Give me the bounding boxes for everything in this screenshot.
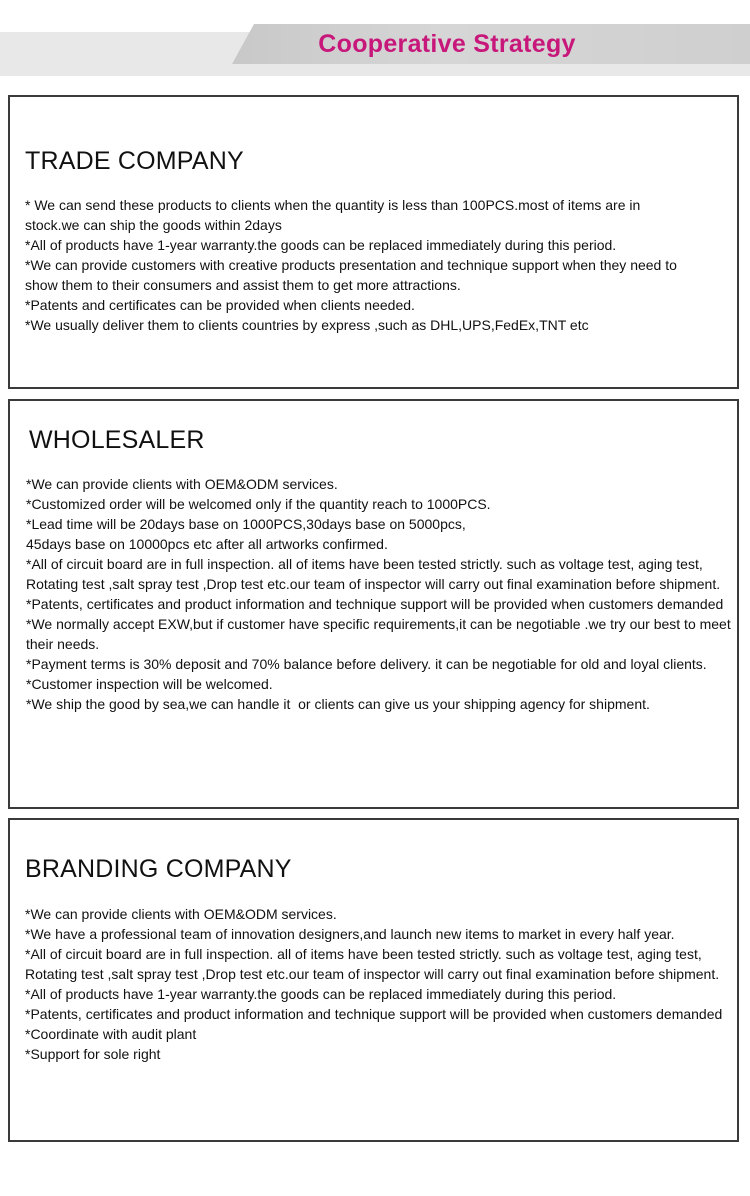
list-item: *Support for sole right xyxy=(25,1046,161,1062)
list-item: *Lead time will be 20days base on 1000PCS,30days base on 5000pcs, xyxy=(26,516,466,532)
list-item: *Patents and certificates can be provided when clients needed. xyxy=(25,297,415,313)
trade-company-panel xyxy=(8,95,739,389)
list-item: *We can provide clients with OEM&ODM services. xyxy=(26,476,338,492)
list-item: *Patents, certificates and product information and technique support will be provided when customers demanded xyxy=(26,596,724,612)
list-item: *All of products have 1-year warranty.the goods can be replaced immediately during this period. xyxy=(25,986,617,1002)
wholesaler-list xyxy=(26,474,734,714)
wholesaler-heading: WHOLESALER xyxy=(29,426,205,454)
list-item: *We can provide clients with OEM&ODM services. xyxy=(25,906,337,922)
section-banner xyxy=(0,0,750,80)
list-item: *Coordinate with audit plant xyxy=(25,1026,197,1042)
branding-company-panel xyxy=(8,818,739,1142)
wholesaler-panel xyxy=(8,399,739,809)
list-item: *Customized order will be welcomed only if the quantity reach to 1000PCS. xyxy=(26,496,491,512)
banner-title: Cooperative Strategy xyxy=(318,30,576,58)
list-item: *We have a professional team of innovation designers,and launch new items to market in every half year. xyxy=(25,926,675,942)
list-item: *All of circuit board are in full inspection. all of items have been tested strictly. such as voltage test, aging test, Rotating test ,salt spray test ,Drop test etc.our team of inspector will carry out final examination before shipment. xyxy=(26,556,721,592)
trade-company-list xyxy=(25,195,697,335)
list-item: *We can provide customers with creative products presentation and technique support when they need to show them to their consumers and assist them to get more attractions. xyxy=(25,257,681,293)
list-item: *We ship the good by sea,we can handle it or clients can give us your shipping agency for shipment. xyxy=(26,696,650,712)
list-item: * We can send these products to clients when the quantity is less than 100PCS.most of items are in stock.we can ship the goods within 2days xyxy=(25,197,645,233)
branding-company-heading: BRANDING COMPANY xyxy=(25,855,292,883)
trade-company-heading: TRADE COMPANY xyxy=(25,147,244,175)
list-item: *Patents, certificates and product information and technique support will be provided when customers demanded xyxy=(25,1006,723,1022)
list-item: *Customer inspection will be welcomed. xyxy=(26,676,273,692)
list-item: *All of products have 1-year warranty.the goods can be replaced immediately during this period. xyxy=(25,237,617,253)
list-item: *We normally accept EXW,but if customer have specific requirements,it can be negotiable .we try our best to meet their needs. xyxy=(26,616,735,652)
list-item: 45days base on 10000pcs etc after all artworks confirmed. xyxy=(26,536,388,552)
list-item: *Payment terms is 30% deposit and 70% balance before delivery. it can be negotiable for old and loyal clients. xyxy=(26,656,707,672)
list-item: *All of circuit board are in full inspection. all of items have been tested strictly. such as voltage test, aging test, Rotating test ,salt spray test ,Drop test etc.our team of inspector will carry out final examination before shipment. xyxy=(25,946,720,982)
branding-company-list xyxy=(25,904,734,1064)
list-item: *We usually deliver them to clients countries by express ,such as DHL,UPS,FedEx,TNT etc xyxy=(25,317,589,333)
